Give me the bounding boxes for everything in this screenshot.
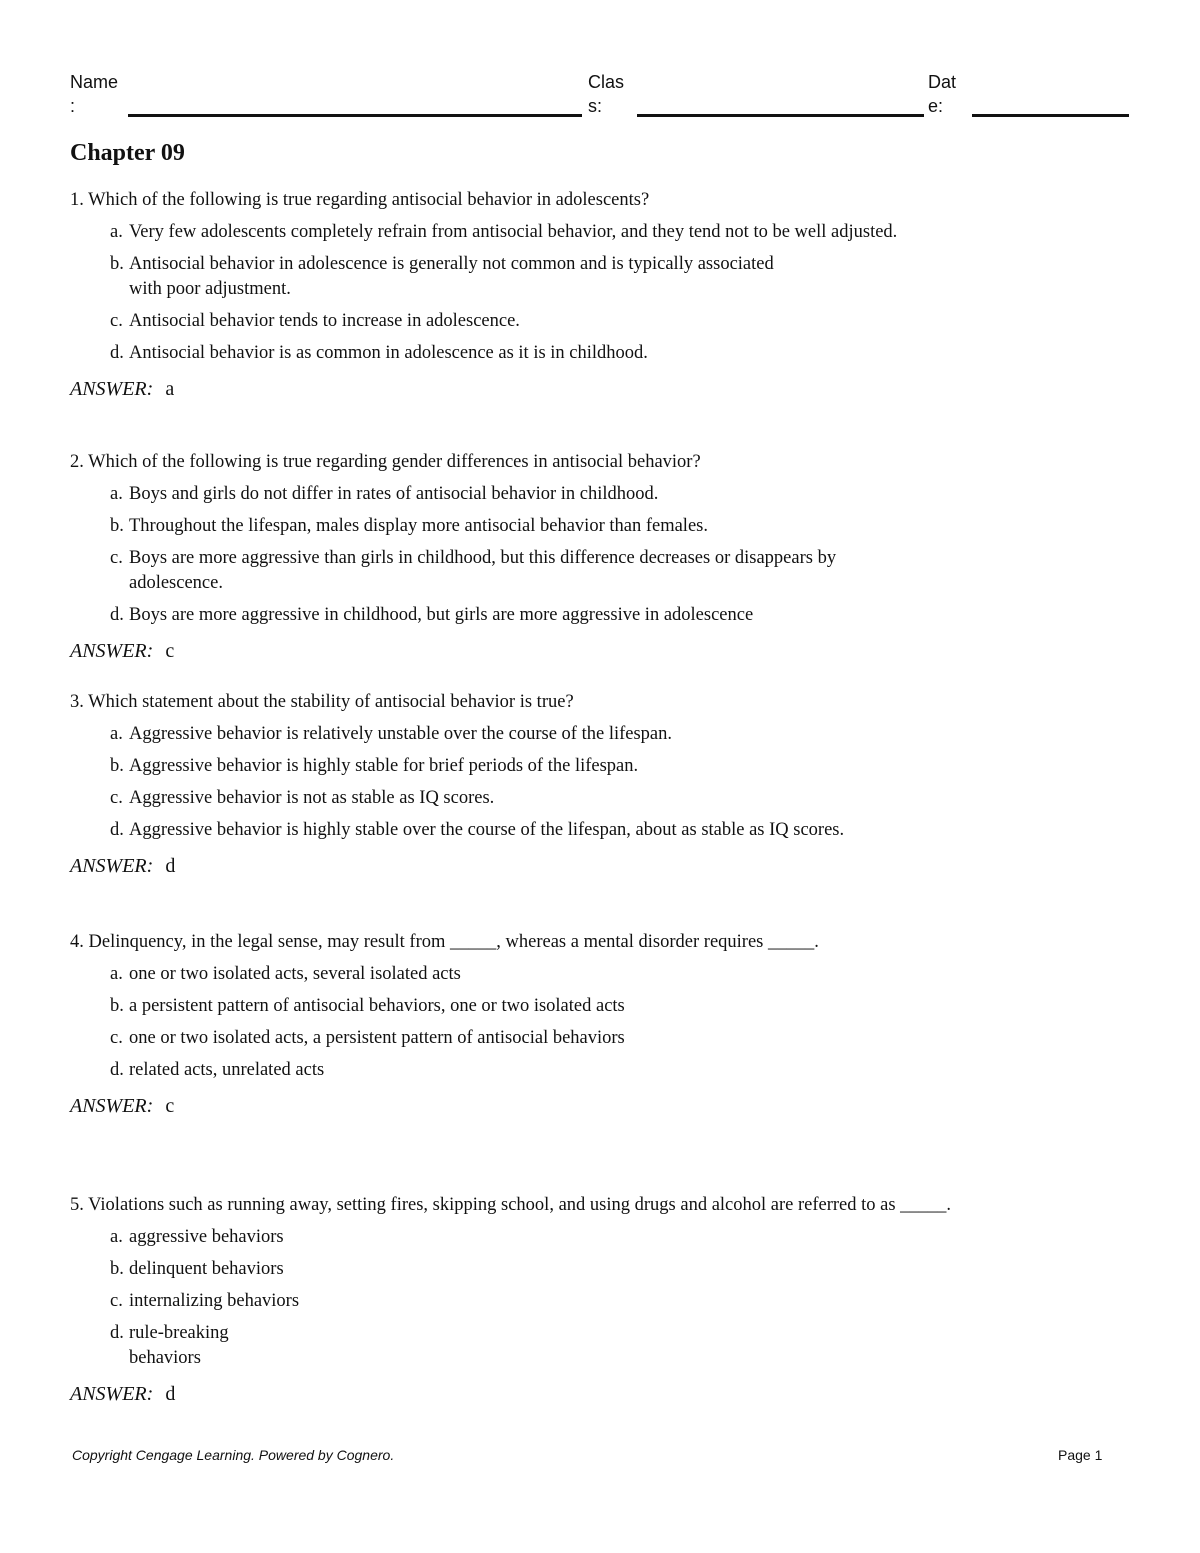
- question-stem: [70, 1193, 951, 1218]
- option-text: Throughout the lifespan, males display more antisocial behavior than females.: [129, 516, 708, 536]
- option-text: Antisocial behavior tends to increase in adolescence.: [129, 311, 520, 331]
- date-label-bottom: e:: [928, 96, 944, 116]
- option-letter: c.: [110, 788, 123, 808]
- question-number: 1.: [70, 190, 84, 210]
- option-text: Aggressive behavior is not as stable as IQ scores.: [129, 788, 495, 808]
- question-number: 2.: [70, 452, 84, 472]
- option-letter: b.: [110, 254, 124, 274]
- option-c: [70, 1026, 819, 1051]
- name-field-line: [128, 114, 582, 117]
- answer-line: [70, 376, 909, 402]
- question-2: [70, 450, 909, 664]
- option-c: [70, 786, 909, 811]
- option-c: [70, 546, 909, 596]
- option-text: internalizing behaviors: [129, 1291, 300, 1311]
- option-letter: d.: [110, 1323, 124, 1343]
- option-text: related acts, unrelated acts: [129, 1060, 325, 1080]
- option-text: Very few adolescents completely refrain from antisocial behavior, and they tend not to be well adjusted.: [129, 222, 898, 242]
- answer-value: c: [165, 1095, 175, 1117]
- answer-value: c: [165, 640, 175, 662]
- option-text: delinquent behaviors: [129, 1259, 284, 1279]
- question-number: 5.: [70, 1195, 84, 1215]
- option-b: [70, 252, 909, 302]
- option-text: one or two isolated acts, a persistent pattern of antisocial behaviors: [129, 1028, 625, 1048]
- option-letter: b.: [110, 1259, 124, 1279]
- question-number: 3.: [70, 692, 84, 712]
- answer-value: d: [165, 855, 176, 877]
- question-stem: [70, 450, 909, 475]
- option-letter: b.: [110, 516, 124, 536]
- option-letter: c.: [110, 548, 123, 568]
- option-letter: c.: [110, 1028, 123, 1048]
- option-letter: d.: [110, 820, 124, 840]
- option-text: Boys are more aggressive in childhood, but girls are more aggressive in adolescence: [129, 605, 754, 625]
- option-b: [70, 1257, 951, 1282]
- answer-value: a: [165, 378, 175, 400]
- class-label-top: Clas: [588, 72, 625, 92]
- answer-label: ANSWER:: [70, 640, 154, 662]
- date-field-line: [972, 114, 1129, 117]
- option-letter: c.: [110, 1291, 123, 1311]
- option-letter: b.: [110, 996, 124, 1016]
- chapter-title: Chapter 09: [70, 140, 185, 166]
- option-a: [70, 962, 819, 987]
- option-c: [70, 1289, 951, 1314]
- name-label-top: Name: [70, 72, 119, 92]
- option-text: Aggressive behavior is relatively unstable over the course of the lifespan.: [129, 724, 673, 744]
- option-letter: a.: [110, 222, 123, 242]
- option-d: [70, 818, 909, 843]
- class-field-line: [637, 114, 924, 117]
- option-letter: a.: [110, 724, 123, 744]
- option-text: Boys and girls do not differ in rates of antisocial behavior in childhood.: [129, 484, 659, 504]
- option-letter: b.: [110, 756, 124, 776]
- option-text: aggressive behaviors: [129, 1227, 284, 1247]
- option-text: a persistent pattern of antisocial behaviors, one or two isolated acts: [129, 996, 625, 1016]
- date-label-top: Dat: [928, 72, 957, 92]
- question-text: Which statement about the stability of antisocial behavior is true?: [88, 692, 574, 712]
- option-c: [70, 309, 909, 334]
- option-text: Antisocial behavior in adolescence is generally not common and is typically associated with poor adjustment.: [129, 254, 774, 299]
- option-b: [70, 514, 909, 539]
- class-label-bottom: s:: [588, 96, 603, 116]
- question-stem: [70, 188, 909, 213]
- page-number: Page 1: [1058, 1447, 1103, 1463]
- question-text: Violations such as running away, setting fires, skipping school, and using drugs and alcohol are referred to as _____.: [88, 1195, 952, 1215]
- question-text: Which of the following is true regarding gender differences in antisocial behavior?: [88, 452, 701, 472]
- copyright-footer: Copyright Cengage Learning. Powered by Cognero.: [72, 1447, 395, 1463]
- answer-label: ANSWER:: [70, 378, 154, 400]
- option-text: rule-breaking behaviors: [129, 1323, 229, 1368]
- answer-label: ANSWER:: [70, 1095, 154, 1117]
- option-letter: d.: [110, 605, 124, 625]
- option-letter: a.: [110, 964, 123, 984]
- question-4: [70, 930, 819, 1119]
- answer-line: [70, 638, 909, 664]
- answer-line: [70, 1093, 819, 1119]
- option-d: [70, 603, 909, 628]
- question-text: Delinquency, in the legal sense, may result from _____, whereas a mental disorder requires _____.: [88, 932, 819, 952]
- option-letter: c.: [110, 311, 123, 331]
- option-b: [70, 994, 819, 1019]
- answer-label: ANSWER:: [70, 855, 154, 877]
- option-a: [70, 1225, 951, 1250]
- option-text: Antisocial behavior is as common in adolescence as it is in childhood.: [129, 343, 648, 363]
- option-d: [70, 1321, 951, 1371]
- answer-value: d: [165, 1383, 176, 1405]
- question-3: [70, 690, 909, 879]
- option-text: one or two isolated acts, several isolated acts: [129, 964, 461, 984]
- option-text: Boys are more aggressive than girls in childhood, but this difference decreases or disappears by adolescence.: [129, 548, 837, 593]
- option-letter: d.: [110, 343, 124, 363]
- question-stem: [70, 930, 819, 955]
- option-a: [70, 722, 909, 747]
- option-text: Aggressive behavior is highly stable for brief periods of the lifespan.: [129, 756, 639, 776]
- answer-label: ANSWER:: [70, 1383, 154, 1405]
- question-5: [70, 1193, 951, 1407]
- name-label-colon: :: [70, 96, 76, 116]
- option-b: [70, 754, 909, 779]
- option-text: Aggressive behavior is highly stable over the course of the lifespan, about as stable as IQ scores.: [129, 820, 845, 840]
- option-letter: a.: [110, 1227, 123, 1247]
- answer-line: [70, 853, 909, 879]
- option-d: [70, 1058, 819, 1083]
- option-letter: d.: [110, 1060, 124, 1080]
- option-a: [70, 482, 909, 507]
- question-1: [70, 188, 909, 402]
- question-number: 4.: [70, 932, 84, 952]
- question-stem: [70, 690, 909, 715]
- answer-line: [70, 1381, 951, 1407]
- option-letter: a.: [110, 484, 123, 504]
- option-a: [70, 220, 909, 245]
- question-text: Which of the following is true regarding antisocial behavior in adolescents?: [88, 190, 650, 210]
- option-d: [70, 341, 909, 366]
